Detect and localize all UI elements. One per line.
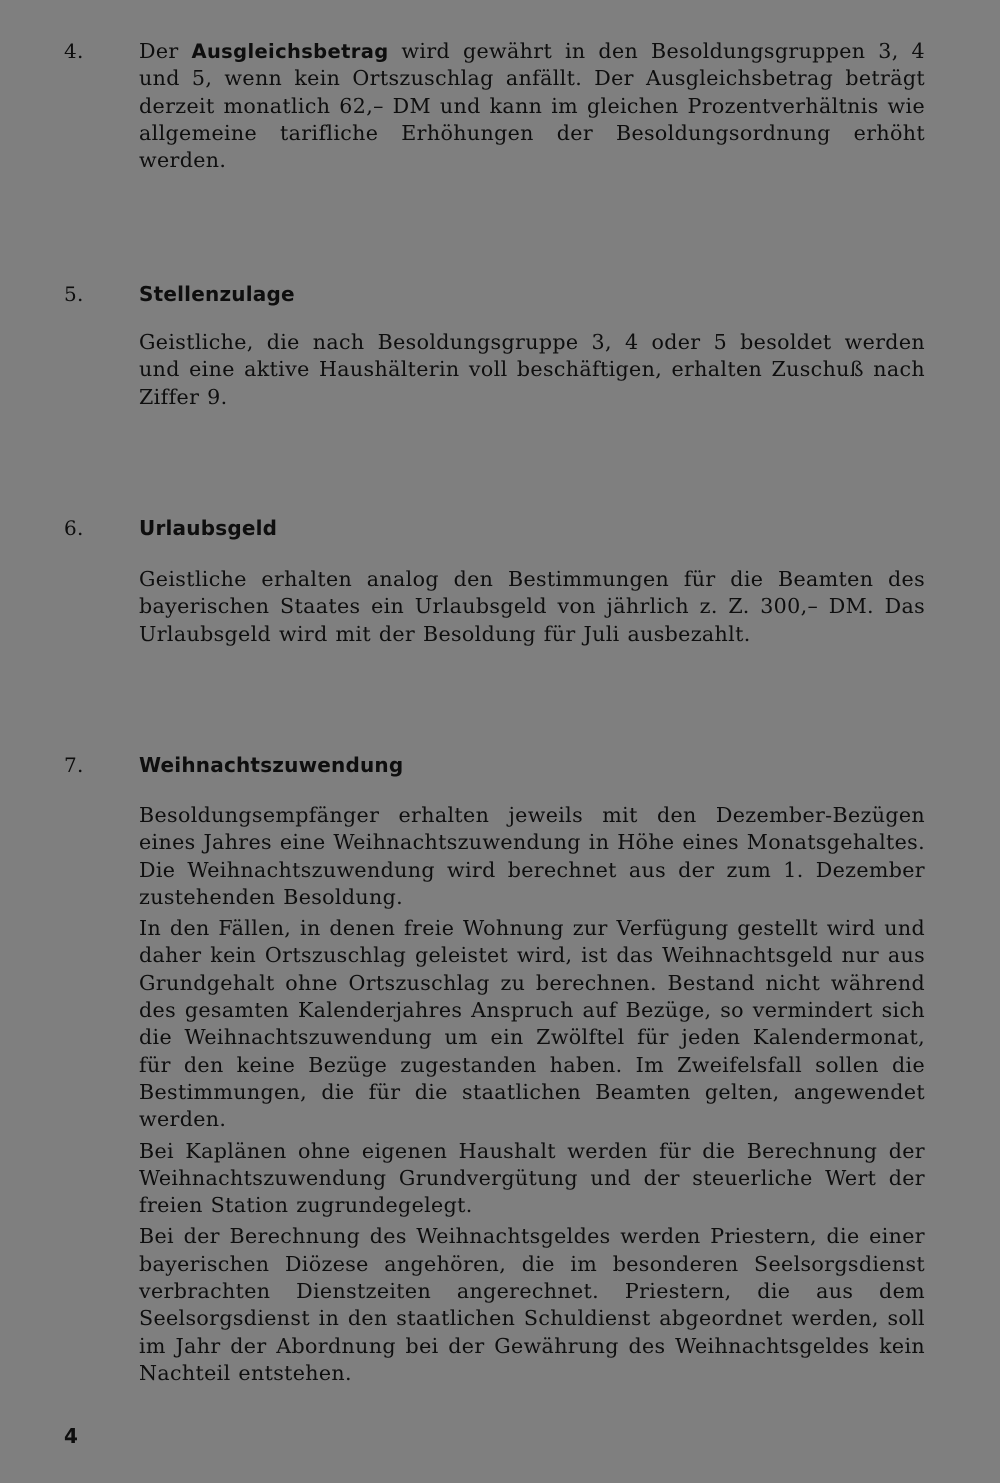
section-body <box>139 752 925 1387</box>
section-number: 5. <box>64 282 84 306</box>
paragraph: Bei der Berechnung des Weihnachtsgeldes werden Priestern, die einer bayerischen Diözese angehören, die im besonderen Seelsorgsdienst verbrachten Dienstzeiten angerechnet. Priestern, die aus dem Seelsorgsdienst in den staatlichen Schuldienst abgeordnet werden, soll im Jahr der Abordnung bei der Gewährung des Weihnachtsgeldes kein Nachteil entstehen. <box>139 1224 925 1385</box>
paragraph: Geistliche erhalten analog den Bestimmungen für die Beamten des bayerischen Staates ein Urlaubsgeld von jährlich z. Z. 300,– DM. Das Urlaubsgeld wird mit der Besoldung für Juli ausbezahlt. <box>139 567 925 646</box>
section-body <box>139 515 925 648</box>
term-ausgleichsbetrag: Ausgleichsbetrag <box>191 40 389 63</box>
section-heading: Stellenzulage <box>139 282 295 306</box>
section-heading: Urlaubsgeld <box>139 516 278 540</box>
paragraph <box>139 38 925 174</box>
paragraph: Bei Kaplänen ohne eigenen Haushalt werden für die Berechnung der Weihnachtszuwendung Grundvergütung und der steuerliche Wert der freien Station zugrundegelegt. <box>139 1138 925 1218</box>
section-number: 4. <box>64 39 84 63</box>
paragraph: Besoldungsempfänger erhalten jeweils mit den Dezember-Bezügen eines Jahres eine Weihnachtszuwendung in Höhe eines Monatsgehaltes. Die Weihnachtszuwendung wird berechnet aus der zum 1. Dezember zustehenden Besoldung. <box>139 803 925 909</box>
paragraph-suffix: wird gewährt in den Besoldungsgruppen 3, 4 und 5, wenn kein Ortszuschlag anfällt. Der Ausgleichsbetrag beträgt derzeit monatlich 62,– DM und kann im gleichen Prozentverhältnis wie allgemeine tarifliche Erhöhungen der Besoldungsordnung erhöht werden. <box>139 39 925 173</box>
section-number: 6. <box>64 516 84 540</box>
page-number: 4 <box>64 1424 78 1448</box>
paragraph: Geistliche, die nach Besoldungsgruppe 3, 4 oder 5 besoldet werden und eine aktive Haushälterin voll beschäftigen, erhalten Zuschuß nach Ziffer 9. <box>139 330 925 409</box>
section-body <box>139 281 925 411</box>
paragraph: In den Fällen, in denen freie Wohnung zur Verfügung gestellt wird und daher kein Ortszuschlag geleistet wird, ist das Weihnachtsgeld nur aus Grundgehalt ohne Ortszuschlag zu berechnen. Bestand nicht während des gesamten Kalenderjahres Anspruch auf Bezüge, so vermindert sich die Weihnachtszuwendung um ein Zwölftel für jeden Kalendermonat, für den keine Bezüge zugestanden haben. Im Zweifelsfall sollen die Bestimmungen, die für die staatlichen Beamten gelten, angewendet werden. <box>139 916 925 1132</box>
section-number: 7. <box>64 753 84 777</box>
paragraph-prefix: Der <box>139 39 192 63</box>
section-body <box>139 38 925 174</box>
section-heading: Weihnachtszuwendung <box>139 753 404 777</box>
